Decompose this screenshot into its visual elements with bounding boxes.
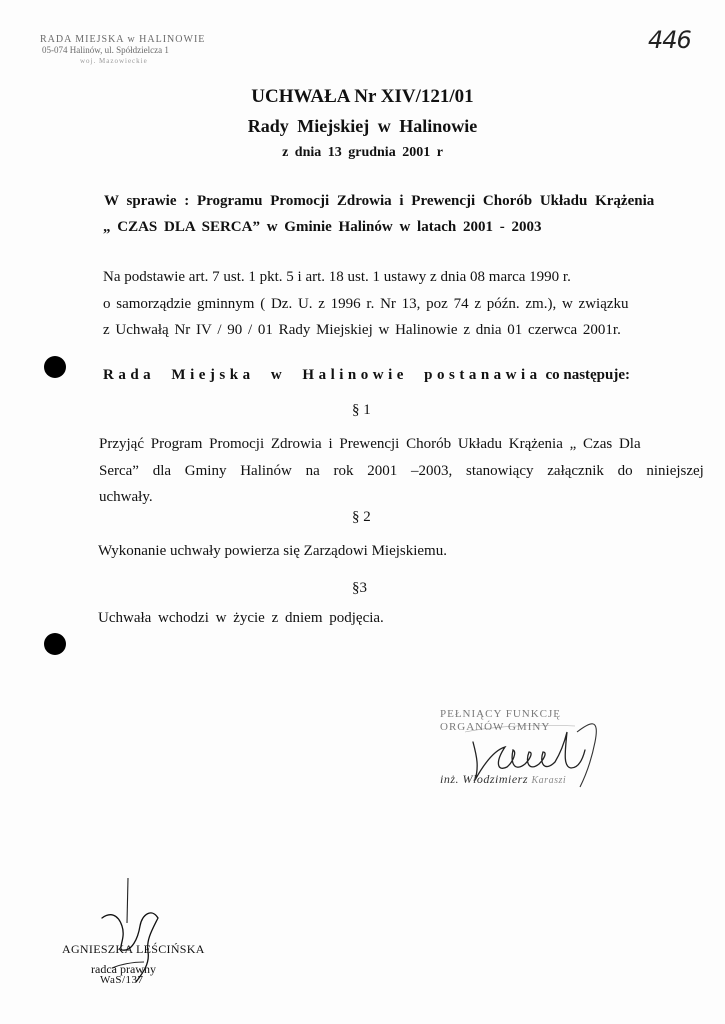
counsel-number: WaS/137	[100, 974, 144, 986]
subject-line-2: „ CZAS DLA SERCA” w Gminie Halinów w latach 2001 - 2003	[103, 219, 542, 235]
mayor-name-prefix: inż. Włodzimierz	[440, 772, 529, 786]
signature-stamp-line-2: ORGANÓW GMINY	[440, 721, 551, 733]
stamp-line-1: RADA MIEJSKA w HALINOWIE	[40, 34, 206, 45]
signature-stamp-line-1: PEŁNIĄCY FUNKCJĘ	[440, 708, 562, 720]
stamp-line-2: 05-074 Halinów, ul. Spółdzielcza 1	[42, 45, 169, 55]
council-stamp	[40, 34, 205, 67]
resolution-date: z dnia 13 grudnia 2001 r	[282, 145, 443, 160]
council-name: Rady Miejskiej w Halinowie	[247, 116, 478, 136]
section-2-line-1: Wykonanie uchwały powierza się Zarządowi Miejskiemu.	[98, 543, 447, 559]
mayor-name	[440, 772, 566, 787]
punch-hole-top	[44, 356, 66, 378]
counsel-name: AGNIESZKA LEŚCIŃSKA	[62, 942, 205, 956]
resolution-clause-rest: co następuje:	[545, 367, 631, 383]
counsel-role: radca prawny	[91, 962, 156, 976]
section-3-marker: §3	[352, 580, 367, 596]
punch-hole-bottom	[44, 633, 66, 655]
section-1-line-1: Przyjąć Program Promocji Zdrowia i Prewencji Chorób Układu Krążenia „ Czas Dla	[99, 436, 641, 452]
section-1-line-3: uchwały.	[99, 489, 153, 505]
legal-basis-line-2: o samorządzie gminnym ( Dz. U. z 1996 r. Nr 13, poz 74 z późn. zm.), w związku	[103, 296, 629, 312]
resolution-clause-spaced: Rada Miejska w Halinowie postanawia	[103, 367, 542, 383]
handwritten-page-number: 446	[648, 26, 691, 54]
legal-basis-line-1: Na podstawie art. 7 ust. 1 pkt. 5 i art. 18 ust. 1 ustawy z dnia 08 marca 1990 r.	[103, 269, 571, 285]
mayor-surname: Karaszi	[531, 775, 567, 786]
legal-basis-line-3: z Uchwałą Nr IV / 90 / 01 Rady Miejskiej w Halinowie z dnia 01 czerwca 2001r.	[103, 322, 621, 338]
stamp-line-3: woj. Mazowieckie	[80, 57, 148, 65]
resolution-title: UCHWAŁA Nr XIV/121/01	[251, 86, 474, 107]
resolution-clause	[103, 367, 630, 384]
section-3-line-1: Uchwała wchodzi w życie z dniem podjęcia.	[98, 610, 384, 626]
section-1-line-2: Serca” dla Gminy Halinów na rok 2001 –2003, stanowiący załącznik do niniejszej	[99, 463, 704, 479]
subject-line-1: W sprawie : Programu Promocji Zdrowia i Prewencji Chorób Układu Krążenia	[104, 193, 655, 209]
section-2-marker: § 2	[352, 509, 371, 525]
section-1-marker: § 1	[352, 402, 371, 418]
